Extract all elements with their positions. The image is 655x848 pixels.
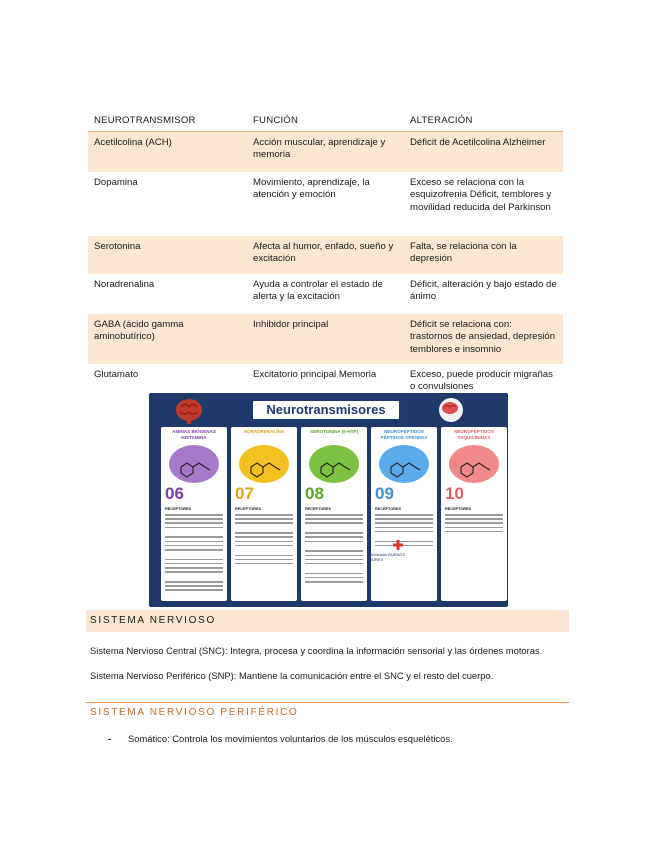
cell-name: Dopamina bbox=[94, 176, 138, 188]
molecule-icon bbox=[449, 445, 499, 483]
table-row bbox=[88, 131, 563, 172]
table-row bbox=[88, 314, 563, 364]
column-text-lines bbox=[445, 514, 503, 535]
column-header: NEUROPÉPTIDOS PÉPTIDOS OPIOIDES bbox=[380, 429, 428, 440]
cell-alteracion: Falta, se relaciona con la depresión bbox=[404, 236, 563, 274]
column-number: 07 bbox=[235, 484, 254, 503]
infosalus-logo-icon bbox=[393, 540, 403, 550]
table-header-row bbox=[88, 108, 563, 131]
cell-funcion: Ayuda a controlar el estado de alerta y la excitación bbox=[253, 278, 383, 302]
bullet-marker: - bbox=[108, 733, 112, 744]
infographic-title: Neurotransmisores bbox=[251, 399, 401, 421]
molecule-icon bbox=[309, 445, 359, 483]
bullet-somatico: Somático: Controla los movimientos voluntarios de los músculos esqueléticos. bbox=[128, 733, 453, 744]
receptors-label: RECEPTORES bbox=[305, 507, 332, 511]
brain-icon bbox=[173, 397, 205, 425]
receptors-label: RECEPTORES bbox=[375, 507, 402, 511]
cell-funcion: Acción muscular, aprendizaje y memoria bbox=[247, 131, 404, 172]
column-number: 09 bbox=[375, 484, 394, 503]
cell-funcion: Afecta al humor, enfado, sueño y excitación bbox=[247, 236, 404, 274]
column-number: 10 bbox=[445, 484, 464, 503]
column-header: AMINAS BIÓGENAS HISTAMINA bbox=[172, 429, 216, 440]
cell-funcion: Movimiento, aprendizaje, la atención y emoción bbox=[253, 176, 370, 200]
column-number: 06 bbox=[165, 484, 184, 503]
infographic-column bbox=[441, 427, 507, 601]
table-row bbox=[88, 172, 563, 236]
column-text-lines bbox=[375, 514, 433, 549]
cell-alteracion: Déficit se relaciona con: trastornos de ansiedad, depresión temblores e insomnio bbox=[404, 314, 563, 364]
cell-name: Serotonina bbox=[88, 236, 247, 274]
cell-alteracion: Déficit de Acetilcolina Alzheimer bbox=[404, 131, 563, 172]
infographic-column bbox=[161, 427, 227, 601]
header-alteracion: ALTERACIÓN bbox=[404, 108, 563, 131]
neurotransmitter-table bbox=[88, 108, 563, 402]
section-sistema-nervioso-periferico: SISTEMA NERVIOSO PERIFÉRICO bbox=[86, 702, 569, 722]
section-sistema-nervioso: SISTEMA NERVIOSO bbox=[86, 610, 569, 632]
column-text-lines bbox=[305, 514, 363, 585]
column-header: NEUROPÉPTIDOS TAQUICININAS bbox=[454, 429, 494, 440]
receptors-label: RECEPTORES bbox=[165, 507, 192, 511]
cell-name: Glutamato bbox=[94, 368, 139, 380]
cell-funcion: Excitatorio principal Memoria bbox=[253, 368, 377, 380]
molecule-icon bbox=[169, 445, 219, 483]
infosalus-logo-text: Infosalus BUENOS AIRES bbox=[371, 552, 406, 562]
header-neurotransmisor: NEUROTRANSMISOR bbox=[88, 108, 247, 131]
column-number: 08 bbox=[305, 484, 324, 503]
cell-name: Acetilcolina (ACH) bbox=[88, 131, 247, 172]
receptors-label: RECEPTORES bbox=[235, 507, 262, 511]
cell-alteracion: Déficit, alteración y bajo estado de ánimo bbox=[410, 278, 557, 302]
table-row bbox=[88, 274, 563, 314]
column-text-lines bbox=[165, 514, 223, 594]
header-funcion: FUNCIÓN bbox=[247, 108, 404, 131]
infographic-column bbox=[231, 427, 297, 601]
cell-name: GABA (ácido gamma aminobutírico) bbox=[88, 314, 247, 364]
infographic-column bbox=[371, 427, 437, 601]
cell-funcion: Inhibidor principal bbox=[247, 314, 404, 364]
paragraph-snc: Sistema Nervioso Central (SNC): Integra, procesa y coordina la información sensorial y las órdenes motoras. bbox=[90, 645, 543, 656]
column-header: NORADRENALINA bbox=[243, 429, 285, 434]
cell-alteracion: Exceso, puede producir migrañas o convulsiones bbox=[410, 368, 553, 392]
neurotransmitters-infographic bbox=[149, 393, 508, 607]
receptors-label: RECEPTORES bbox=[445, 507, 472, 511]
column-text-lines bbox=[235, 514, 293, 567]
column-header: SEROTONINA (5-HTP) bbox=[310, 429, 358, 434]
paragraph-snp: Sistema Nervioso Periférico (SNP): Mantiene la comunicación entre el SNC y el resto del cuerpo. bbox=[90, 670, 494, 681]
infographic-column bbox=[301, 427, 367, 601]
head-brain-icon bbox=[435, 397, 467, 425]
molecule-icon bbox=[379, 445, 429, 483]
table-row bbox=[88, 236, 563, 274]
cell-alteracion: Exceso se relaciona con la esquizofrenia Déficit, temblores y movilidad reducida del Parkinson bbox=[410, 176, 552, 213]
molecule-icon bbox=[239, 445, 289, 483]
cell-name: Noradrenalina bbox=[94, 278, 155, 290]
